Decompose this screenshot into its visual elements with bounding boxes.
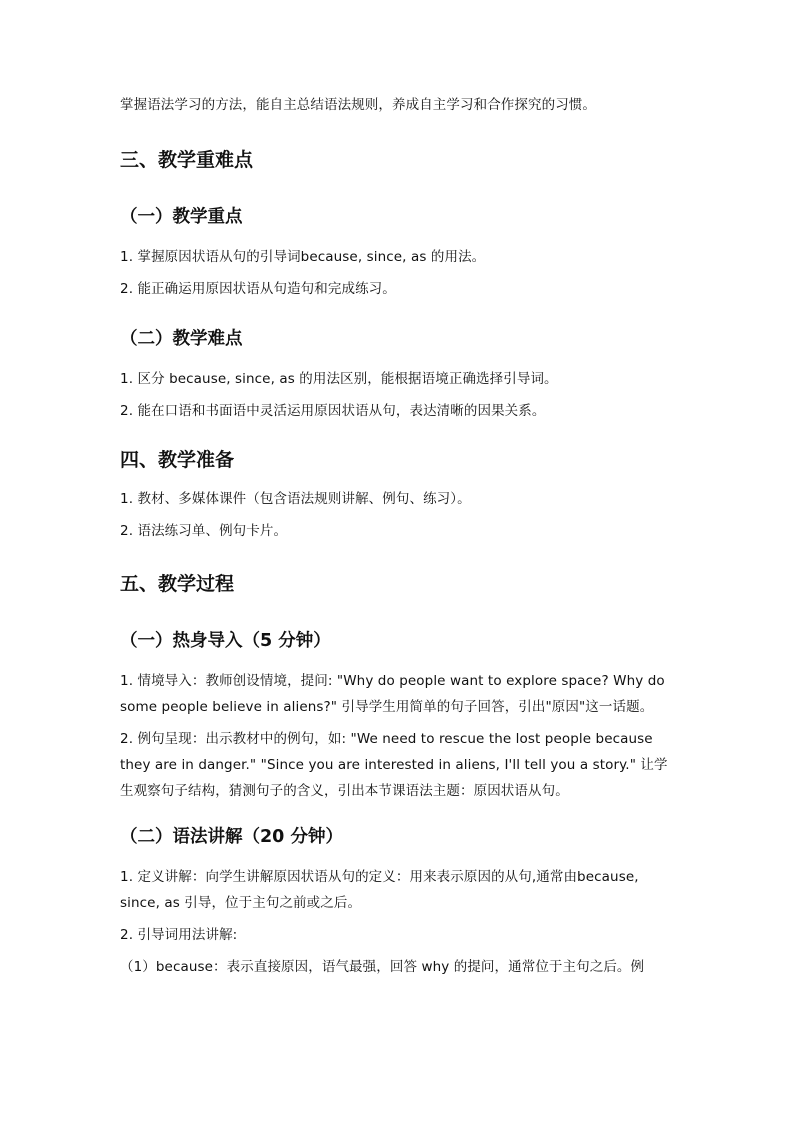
key-point-2: 2. 能正确运用原因状语从句造句和完成练习。	[120, 281, 396, 297]
difficulty-1: 1. 区分 because, since, as 的用法区别，能根据语境正确选择引导词。	[120, 371, 558, 387]
section-3-2-title: （二）教学难点	[120, 329, 243, 349]
grammar-1: 1. 定义讲解：向学生讲解原因状语从句的定义：用来表示原因的从句,通常由because, since, as 引导，位于主句之前或之后。	[120, 869, 639, 911]
section-4-title: 四、教学准备	[120, 449, 235, 471]
difficulty-2: 2. 能在口语和书面语中灵活运用原因状语从句，表达清晰的因果关系。	[120, 403, 546, 419]
prep-2: 2. 语法练习单、例句卡片。	[120, 523, 288, 539]
section-5-1-title: （一）热身导入（5 分钟）	[120, 631, 331, 651]
document-page	[120, 92, 680, 986]
section-3-1-title: （一）教学重点	[120, 207, 243, 227]
section-5-title: 五、教学过程	[120, 573, 235, 595]
grammar-2: 2. 引导词用法讲解:	[120, 927, 238, 943]
warmup-2: 2. 例句呈现：出示教材中的例句，如: "We need to rescue the lost people because they are in danger." "Since you are interested in aliens, I'll tell you a story." 让学生观察句子结构，猜测句子的含义，引出本节课语法主题：原因状语从句。	[120, 731, 668, 799]
section-3-title: 三、教学重难点	[120, 149, 254, 171]
key-point-1: 1. 掌握原因状语从句的引导词because, since, as 的用法。	[120, 249, 486, 265]
warmup-1: 1. 情境导入：教师创设情境，提问: "Why do people want to explore space? Why do some people believe in aliens?" 引导学生用简单的句子回答，引出"原因"这一话题。	[120, 673, 665, 715]
intro-paragraph: 掌握语法学习的方法，能自主总结语法规则，养成自主学习和合作探究的习惯。	[120, 97, 596, 113]
section-5-2-title: （二）语法讲解（20 分钟）	[120, 827, 343, 847]
prep-1: 1. 教材、多媒体课件（包含语法规则讲解、例句、练习）。	[120, 491, 471, 507]
grammar-3: （1）because：表示直接原因，语气最强，回答 why 的提问，通常位于主句之后。例	[120, 959, 645, 975]
